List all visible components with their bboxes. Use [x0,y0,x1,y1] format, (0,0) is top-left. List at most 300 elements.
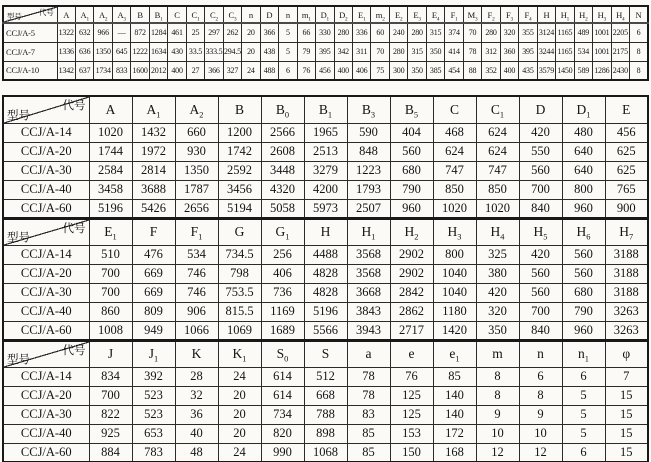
column-header: $H_7$ [605,218,648,245]
value-cell: 1634 [149,42,167,61]
value-cell: 1020 [89,123,132,142]
value-cell: 850 [433,180,476,199]
column-header: $m_2$ [371,6,389,23]
value-cell: 1742 [218,142,261,161]
table-row [3,386,648,405]
value-cell: 3668 [347,283,390,302]
value-cell: 3244 [537,42,555,61]
value-cell: 168 [433,443,476,462]
value-cell: 325 [476,245,519,264]
value-cell: 820 [261,424,304,443]
value-cell: 4320 [261,180,304,199]
value-cell: 294.5 [223,42,241,61]
value-cell: 966 [94,23,112,42]
column-header: $H_1$ [556,6,574,23]
column-header: $F_2$ [482,6,500,23]
value-cell: 1793 [347,180,390,199]
value-cell: 523 [132,405,175,424]
table-row [3,23,648,42]
model-cell: CCJ/A-60 [3,321,89,340]
value-cell: 20 [218,386,261,405]
value-cell: 1972 [132,142,175,161]
value-cell: 85 [433,367,476,386]
value-cell: 20 [242,42,260,61]
column-header: φ [605,340,648,367]
column-header: $A_1$ [132,96,175,123]
value-cell: 5 [562,386,605,405]
value-cell: 395 [316,42,334,61]
column-header: m [476,340,519,367]
value-cell: 280 [482,23,500,42]
table-row [3,161,648,180]
column-header: $G_1$ [261,218,304,245]
value-cell: 360 [500,42,518,61]
value-cell: 3688 [132,180,175,199]
value-cell: 2902 [390,245,433,264]
value-cell: 5058 [261,199,304,218]
value-cell: 78 [463,42,481,61]
column-header: G [218,218,261,245]
value-cell: 150 [390,443,433,462]
value-cell: 3279 [304,161,347,180]
column-header: $A_3$ [112,6,130,23]
value-cell: 884 [89,443,132,462]
column-header: $H_2$ [390,218,433,245]
value-cell: 3124 [537,23,555,42]
model-cell: CCJ/A-5 [3,23,57,42]
value-cell: 534 [574,42,592,61]
value-cell: 1001 [593,42,611,61]
model-cell: CCJ/A-40 [3,302,89,321]
value-cell: 800 [562,180,605,199]
value-cell: 1180 [433,302,476,321]
value-cell: 125 [390,405,433,424]
column-header: $D_1$ [562,96,605,123]
value-cell: 15 [605,405,648,424]
value-cell: 5196 [304,302,347,321]
corner-diagonal-cell [3,96,89,123]
corner-label-model: 型号 [7,109,30,122]
value-cell: 60 [371,23,389,42]
value-cell: 2566 [261,123,304,142]
value-cell: 590 [347,123,390,142]
value-cell: 8 [476,386,519,405]
value-cell: 9 [476,405,519,424]
model-cell: CCJ/A-10 [3,61,57,80]
column-header: E [605,96,648,123]
value-cell: 3943 [347,321,390,340]
value-cell: 2507 [347,199,390,218]
model-cell: CCJ/A-40 [3,424,89,443]
value-cell: 930 [175,142,218,161]
value-cell: 906 [175,302,218,321]
column-header: $F_3$ [500,6,518,23]
value-cell: 1020 [476,199,519,218]
value-cell: 240 [389,23,407,42]
value-cell: 1600 [131,61,149,80]
header-row [3,96,648,123]
value-cell: 406 [261,264,304,283]
column-header: N [630,6,648,23]
corner-label-code: 代号 [38,8,54,17]
table-row [3,61,648,80]
value-cell: 10 [476,424,519,443]
value-cell: 489 [574,23,592,42]
value-cell: 33.5 [186,42,204,61]
value-cell: 3843 [347,302,390,321]
value-cell: 342 [334,42,352,61]
diagonal-divider [4,97,89,123]
value-cell: 280 [389,42,407,61]
value-cell: 1069 [218,321,261,340]
table-row [3,180,648,199]
value-cell: 669 [132,283,175,302]
column-header: C [433,96,476,123]
value-cell: 400 [334,61,352,80]
value-cell: 3188 [605,264,648,283]
value-cell: 297 [205,23,223,42]
value-cell: 1223 [347,161,390,180]
value-cell: 333.5 [205,42,223,61]
corner-diagonal-cell [3,6,57,23]
value-cell: 898 [304,424,347,443]
value-cell: 840 [519,321,562,340]
column-header: $F_1$ [445,6,463,23]
value-cell: 848 [347,142,390,161]
value-cell: 24 [218,367,261,386]
value-cell: 15 [605,443,648,462]
value-cell: 6 [279,61,297,80]
value-cell: 406 [353,61,371,80]
column-header: $A_1$ [75,6,93,23]
column-header: n [519,340,562,367]
table-row [3,367,648,386]
value-cell: 625 [605,142,648,161]
value-cell: 925 [89,424,132,443]
value-cell: 560 [519,283,562,302]
column-header: n [279,6,297,23]
value-cell: 512 [304,367,347,386]
value-cell: 350 [408,61,426,80]
value-cell: 860 [89,302,132,321]
value-cell: 2814 [132,161,175,180]
value-cell: 480 [562,123,605,142]
value-cell: 5566 [304,321,347,340]
value-cell: 5196 [89,199,132,218]
diagonal-divider [4,7,57,22]
value-cell: 3188 [605,245,648,264]
value-cell: 809 [132,302,175,321]
header-row [3,218,648,245]
value-cell: 1020 [433,199,476,218]
diagonal-divider [4,220,89,245]
value-cell: 36 [175,405,218,424]
table-row [3,321,648,340]
value-cell: 1200 [218,123,261,142]
value-cell: 624 [476,123,519,142]
value-cell: 2842 [390,283,433,302]
value-cell: 1286 [593,61,611,80]
value-cell: 2175 [611,42,629,61]
value-cell: 653 [132,424,175,443]
value-cell: 850 [476,180,519,199]
value-cell: 734 [261,405,304,424]
value-cell: 560 [519,161,562,180]
value-cell: 2584 [89,161,132,180]
value-cell: 3568 [347,245,390,264]
value-cell: 1734 [94,61,112,80]
value-cell: 256 [261,245,304,264]
value-cell: 833 [112,61,130,80]
value-cell: 300 [389,61,407,80]
value-cell: 700 [89,264,132,283]
value-cell: 1965 [304,123,347,142]
column-header: $m_1$ [297,6,315,23]
value-cell: 5194 [218,199,261,218]
column-header: A [89,96,132,123]
corner-label-model: 型号 [7,231,30,244]
model-cell: CCJ/A-14 [3,367,89,386]
value-cell: 3456 [218,180,261,199]
value-cell: 4828 [304,283,347,302]
column-header: $B_0$ [261,96,304,123]
value-cell: 70 [371,42,389,61]
value-cell: 614 [261,386,304,405]
value-cell: 1222 [131,42,149,61]
value-cell: 1040 [433,264,476,283]
column-header: B [218,96,261,123]
value-cell: 7 [605,367,648,386]
value-cell: 330 [316,23,334,42]
value-cell: 400 [168,61,186,80]
value-cell: 83 [347,405,390,424]
corner-diagonal-cell [3,218,89,245]
value-cell: 636 [75,42,93,61]
value-cell: 320 [500,23,518,42]
table-row [3,42,648,61]
value-cell: 374 [445,23,463,42]
value-cell: 560 [562,264,605,283]
top-spec-table-body [3,6,648,80]
value-cell: 5973 [304,199,347,218]
value-cell: 172 [433,424,476,443]
bottom-spec-table [2,95,649,462]
column-header: K [175,340,218,367]
value-cell: 25 [186,23,204,42]
value-cell: 392 [132,367,175,386]
table-row [3,264,648,283]
model-cell: CCJ/A-60 [3,443,89,462]
value-cell: 815.5 [218,302,261,321]
value-cell: 589 [574,61,592,80]
value-cell: 1008 [89,321,132,340]
value-cell: 700 [519,180,562,199]
value-cell: 872 [131,23,149,42]
value-cell: 534 [175,245,218,264]
table-row [3,142,648,161]
value-cell: 6 [562,443,605,462]
value-cell: 788 [304,405,347,424]
value-cell: 153 [390,424,433,443]
value-cell: 10 [519,424,562,443]
value-cell: 1040 [433,283,476,302]
value-cell: 20 [242,23,260,42]
value-cell: 2862 [390,302,433,321]
column-header: $E_4$ [426,6,444,23]
model-cell: CCJ/A-30 [3,283,89,302]
value-cell: 4828 [304,264,347,283]
value-cell: 315 [408,42,426,61]
value-cell: 456 [316,61,334,80]
value-cell: 3263 [605,321,648,340]
column-header: A [57,6,75,23]
column-header: J [89,340,132,367]
column-header: $C_1$ [476,96,519,123]
value-cell: 822 [89,405,132,424]
model-cell: CCJ/A-30 [3,405,89,424]
value-cell: 1350 [175,161,218,180]
corner-label-model: 型号 [7,353,30,366]
value-cell: 352 [482,61,500,80]
value-cell: 2656 [175,199,218,218]
value-cell: 783 [132,443,175,462]
corner-label-model: 型号 [7,12,22,21]
value-cell: 6 [519,367,562,386]
value-cell: 2717 [390,321,433,340]
value-cell: 312 [482,42,500,61]
value-cell: 632 [75,23,93,42]
column-header: $E_1$ [89,218,132,245]
column-header: C [168,6,186,23]
model-cell: CCJ/A-60 [3,199,89,218]
value-cell: 746 [175,283,218,302]
value-cell: 140 [433,405,476,424]
value-cell: 78 [347,386,390,405]
value-cell: 28 [175,367,218,386]
value-cell: 414 [445,42,463,61]
value-cell: 355 [519,23,537,42]
top-spec-table [2,5,649,81]
value-cell: 85 [347,443,390,462]
column-header: $B_1$ [304,96,347,123]
value-cell: 40 [175,424,218,443]
column-header: $H_3$ [433,218,476,245]
value-cell: 790 [562,302,605,321]
value-cell: 280 [334,23,352,42]
value-cell: 4488 [304,245,347,264]
value-cell: 420 [519,245,562,264]
value-cell: 8 [630,61,648,80]
value-cell: 736 [261,283,304,302]
column-header: $B_5$ [390,96,433,123]
value-cell: 625 [605,161,648,180]
column-header: S [304,340,347,367]
column-header: H [537,6,555,23]
value-cell: 645 [112,42,130,61]
value-cell: 461 [168,23,186,42]
value-cell: 8 [519,386,562,405]
value-cell: 1432 [132,123,175,142]
model-cell: CCJ/A-20 [3,264,89,283]
value-cell: 20 [218,424,261,443]
value-cell: 3448 [261,161,304,180]
model-cell: CCJ/A-7 [3,42,57,61]
column-header: $D_2$ [334,6,352,23]
column-header: $H_3$ [593,6,611,23]
value-cell: 79 [297,42,315,61]
value-cell: 327 [223,61,241,80]
column-header: $J_1$ [132,340,175,367]
value-cell: 2205 [611,23,629,42]
value-cell: 753.5 [218,283,261,302]
column-header: $B_3$ [347,96,390,123]
table-row [3,424,648,443]
value-cell: 1689 [261,321,304,340]
value-cell: 12 [519,443,562,462]
column-header: H [304,218,347,245]
value-cell: 680 [390,161,433,180]
value-cell: 747 [433,161,476,180]
value-cell: 420 [476,283,519,302]
value-cell: 640 [562,142,605,161]
value-cell: 765 [605,180,648,199]
value-cell: 2430 [611,61,629,80]
value-cell: 8 [630,42,648,61]
value-cell: 1342 [57,61,75,80]
value-cell: 1322 [57,23,75,42]
value-cell: 78 [347,367,390,386]
column-header: $H_6$ [562,218,605,245]
column-header: $H_4$ [476,218,519,245]
table-row [3,443,648,462]
table-row [3,283,648,302]
column-header: $E_2$ [389,6,407,23]
value-cell: 27 [186,61,204,80]
model-cell: CCJ/A-14 [3,123,89,142]
value-cell: 1787 [175,180,218,199]
value-cell: 790 [390,180,433,199]
corner-label-code: 代号 [62,344,86,357]
column-header: $n_1$ [562,340,605,367]
value-cell: 960 [562,199,605,218]
column-header: $K_1$ [218,340,261,367]
value-cell: 404 [390,123,433,142]
value-cell: 700 [519,302,562,321]
value-cell: 1350 [94,42,112,61]
value-cell: 1169 [261,302,304,321]
value-cell: 5 [562,424,605,443]
table-row [3,199,648,218]
corner-label-code: 代号 [62,222,86,235]
column-header: $e_1$ [433,340,476,367]
value-cell: 560 [390,142,433,161]
value-cell: 3458 [89,180,132,199]
value-cell: 1284 [149,23,167,42]
value-cell: 6 [562,367,605,386]
value-cell: 380 [476,264,519,283]
value-cell: 660 [175,123,218,142]
diagonal-divider [4,342,89,367]
value-cell: 454 [445,61,463,80]
value-cell: 900 [605,199,648,218]
value-cell: 24 [242,61,260,80]
value-cell: 637 [75,61,93,80]
corner-label-code: 代号 [62,100,86,112]
value-cell: 15 [605,386,648,405]
value-cell: 1336 [57,42,75,61]
column-header: a [347,340,390,367]
value-cell: 960 [390,199,433,218]
